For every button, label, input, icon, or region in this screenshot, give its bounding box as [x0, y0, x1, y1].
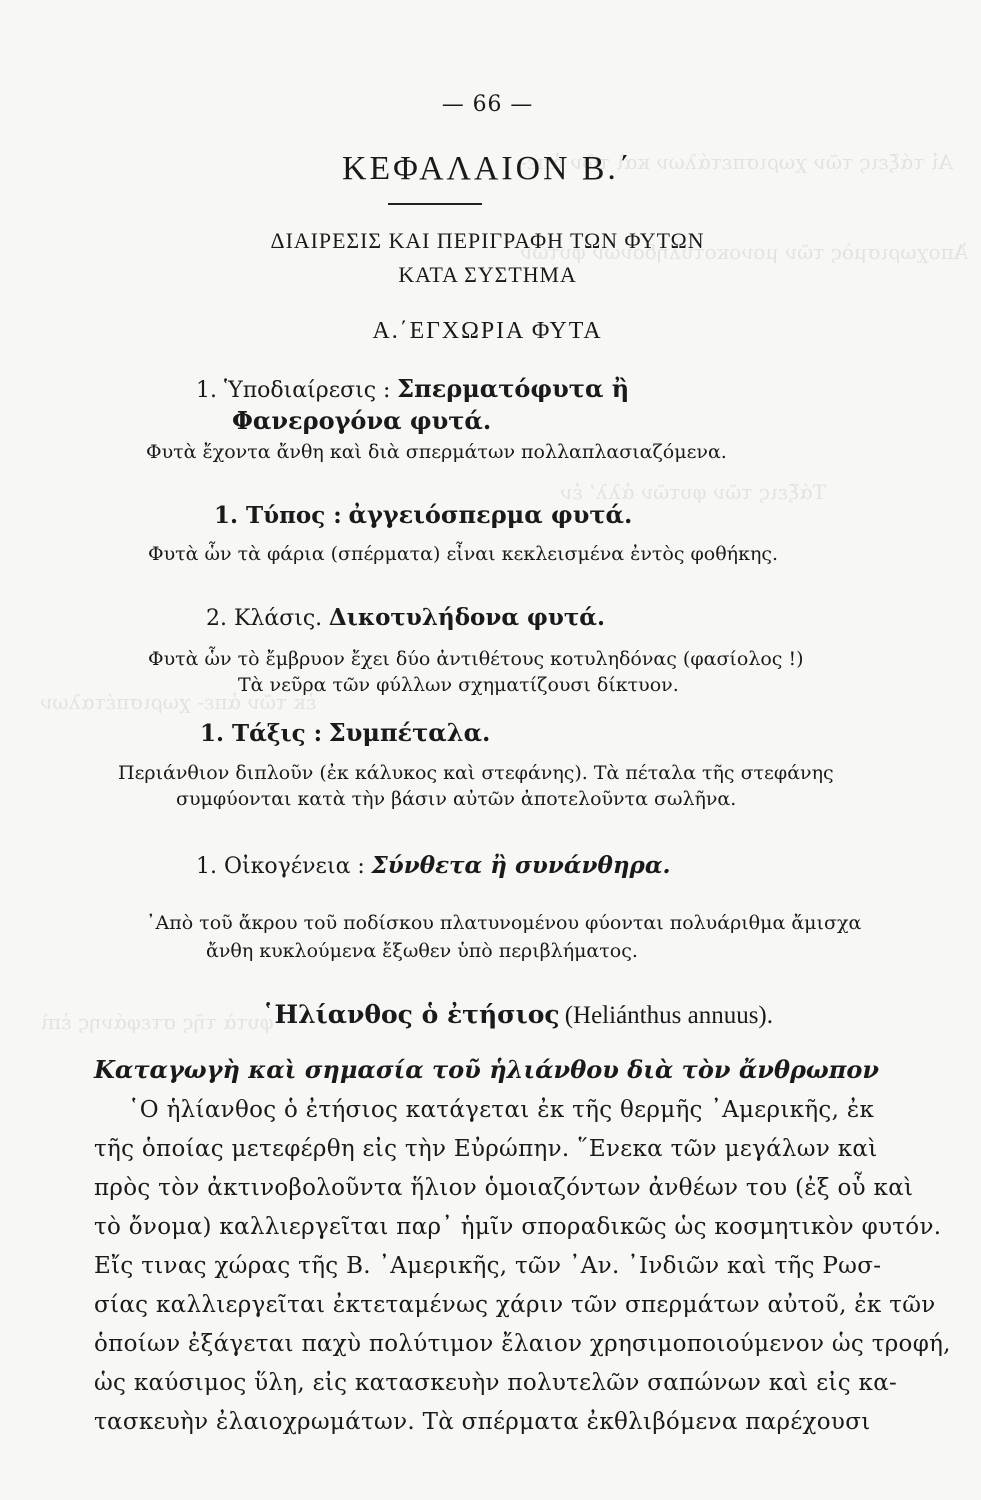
- order-label: 1. Τάξις :: [200, 720, 323, 747]
- order-description-1: Περιάνθιον διπλοῦν (ἐκ κάλυκος καὶ στεφάνης). Τὰ πέταλα τῆς στεφάνης: [118, 762, 834, 784]
- handwritten-line-3: πρὸς τὸν ἀκτινοβολοῦντα ἥλιον ὁμοιαζόντων ἀνθέων του (ἐξ οὗ καὶ: [94, 1175, 914, 1201]
- handwritten-line-9: τασκευὴν ἐλαιοχρωμάτων. Τὰ σπέρματα ἐκθλιβόμενα παρέχουσι: [94, 1409, 871, 1435]
- order-heading: [200, 718, 490, 747]
- type-description: Φυτὰ ὧν τὰ φάρια (σπέρματα) εἶναι κεκλεισμένα ἐντὸς φοθήκης.: [148, 543, 779, 565]
- subdivision-label: 1. Ὑποδιαίρεσις :: [196, 378, 391, 403]
- subsection-title: Α.΄ΕΓΧΩΡΙΑ ΦΥΤΑ: [372, 318, 603, 344]
- family-description-1: ᾿Απὸ τοῦ ἄκρου τοῦ ποδίσκου πλατυνομένου φύονται πολυάριθμα ἄμισχα: [146, 912, 862, 934]
- section-title-line-1: ΔΙΑΙΡΕΣΙΣ ΚΑΙ ΠΕΡΙΓΡΑΦΗ ΤΩΝ ΦΥΤΩΝ: [270, 228, 705, 253]
- species-name: ῾Ηλίανθος ὁ ἐτήσιος: [262, 1000, 560, 1029]
- species-latin: (Heliánthus annuus).: [564, 1002, 773, 1029]
- title-rule: [388, 203, 482, 205]
- class-description-1: Φυτὰ ὧν τὸ ἔμβρυον ἔχει δύο ἀντιθέτους κοτυληδόνας (φασίολος !): [148, 648, 804, 670]
- type-label: 1. Τύπος :: [214, 502, 342, 529]
- bleed-through-text: Αἱ τάξεις τῶν χωρισπετάλων καὶ τῶν ἀπε- Ἀποχωρισμὸς τῶν μονοκοτυλήδονων φυτῶν Τάξεις τῶν φυτῶν ἀλλ’ ἐν ἐκ τῶν ἀπε- χωρισπέταλων φυτὰ τῆς στεφάνης ἐπὶ: [40, 150, 969, 1034]
- type-heading: [214, 500, 632, 529]
- family-term: Σύνθετα ἢ συνάνθηρα.: [371, 852, 671, 879]
- handwritten-line-8: ὡς καύσιμος ὕλη, εἰς κατασκευὴν πολυτελῶν σαπώνων καὶ εἰς κα-: [94, 1370, 898, 1396]
- handwritten-line-2: τῆς ὁποίας μετεφέρθη εἰς τὴν Εὐρώπην. ῞Ενεκα τῶν μεγάλων καὶ: [94, 1136, 878, 1162]
- class-heading: [206, 604, 605, 631]
- handwritten-line-7: ὁποίων ἐξάγεται παχὺ πολύτιμον ἔλαιον χρησιμοποιούμενον ὡς τροφή,: [94, 1331, 951, 1357]
- subdivision-term-2: Φανερογόνα φυτά.: [232, 406, 492, 435]
- class-label: 2. Κλάσις.: [206, 606, 323, 631]
- family-label: 1. Οἰκογένεια :: [196, 854, 365, 879]
- subdivision-term: Σπερματόφυτα ἢ: [397, 374, 630, 403]
- handwritten-line-5: Εἴς τινας χώρας τῆς Β. ᾿Αμερικῆς, τῶν ᾿Αν. ᾿Ινδιῶν καὶ τῆς Ρωσ-: [94, 1253, 882, 1279]
- page-number: — 66 —: [441, 92, 534, 117]
- handwritten-line-1: ῾Ο ἡλίανθος ὁ ἐτήσιος κατάγεται ἐκ τῆς θερμῆς ᾿Αμερικῆς, ἐκ: [128, 1097, 875, 1123]
- class-description-2: Τὰ νεῦρα τῶν φύλλων σχηματίζουσι δίκτυον.: [238, 674, 679, 696]
- species-heading: [262, 1000, 773, 1030]
- handwritten-line-6: σίας καλλιεργεῖται ἐκτεταμένως χάριν τῶν σπερμάτων αὐτοῦ, ἐκ τῶν: [94, 1292, 936, 1318]
- subdivision-heading: [196, 374, 629, 403]
- order-term: Συμπέταλα.: [328, 718, 491, 747]
- type-term: ἀγγειόσπερμα φυτά.: [348, 500, 633, 529]
- family-description-2: ἄνθη κυκλούμενα ἔξωθεν ὑπὸ περιβλήματος.: [206, 940, 638, 962]
- chapter-title: ΚΕΦΑΛΑΙΟΝ Β.΄: [342, 150, 634, 187]
- section-title-line-2: ΚΑΤΑ ΣΥΣΤΗΜΑ: [398, 262, 577, 287]
- family-heading: [196, 852, 671, 879]
- subdivision-description: Φυτὰ ἔχοντα ἄνθη καὶ διὰ σπερμάτων πολλαπλασιαζόμενα.: [146, 441, 727, 463]
- handwritten-heading: Καταγωγὴ καὶ σημασία τοῦ ἡλιάνθου διὰ τὸν ἄνθρωπον: [94, 1055, 880, 1084]
- order-description-2: συμφύονται κατὰ τὴν βάσιν αὐτῶν ἀποτελοῦντα σωλῆνα.: [176, 788, 737, 810]
- handwritten-line-4: τὸ ὄνομα) καλλιεργεῖται παρ᾿ ἡμῖν σποραδικῶς ὡς κοσμητικὸν φυτόν.: [94, 1214, 942, 1240]
- class-term: Δικοτυλήδονα φυτά.: [328, 604, 606, 631]
